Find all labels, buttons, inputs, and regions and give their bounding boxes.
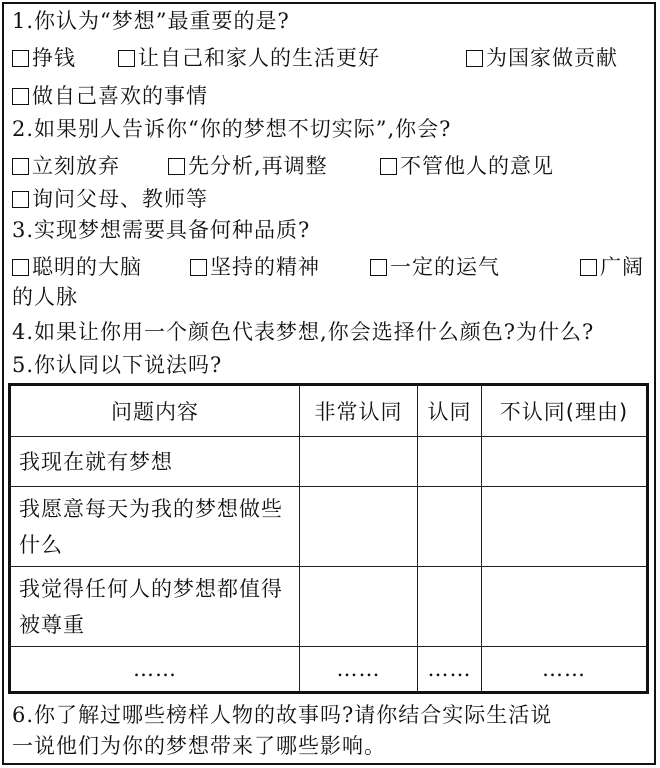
q3-option-4[interactable]: 广阔 — [580, 252, 644, 282]
question-3: 3.实现梦想需要具备何种品质? — [12, 218, 311, 242]
agreement-table — [8, 383, 649, 694]
checkbox[interactable] — [12, 191, 29, 208]
header-strongly-agree: 非常认同 — [300, 385, 418, 437]
strongly-agree-cell[interactable] — [300, 567, 418, 647]
checkbox[interactable] — [118, 50, 135, 67]
question-2: 2.如果别人告诉你“你的梦想不切实际”,你会? — [12, 117, 452, 141]
checkbox[interactable] — [466, 50, 483, 67]
header-disagree-reason: 不认同(理由) — [482, 385, 648, 437]
strongly-agree-cell[interactable] — [300, 487, 418, 567]
table-row — [10, 437, 648, 487]
q1-option-2[interactable]: 让自己和家人的生活更好 — [118, 43, 380, 73]
table-row — [10, 567, 648, 647]
q2-option-3[interactable]: 不管他人的意见 — [380, 151, 554, 181]
checkbox[interactable] — [12, 88, 29, 105]
q2-option-1[interactable]: 立刻放弃 — [12, 151, 120, 181]
agree-cell[interactable] — [418, 437, 482, 487]
q3-option-2[interactable]: 坚持的精神 — [190, 252, 320, 282]
ellipsis-cell: …… — [10, 647, 300, 693]
q3-option-4-continued: 的人脉 — [12, 285, 78, 309]
checkbox[interactable] — [12, 259, 29, 276]
q1-option-1[interactable]: 挣钱 — [12, 43, 76, 73]
agree-cell[interactable] — [418, 487, 482, 567]
q3-option-3[interactable]: 一定的运气 — [370, 252, 500, 282]
disagree-reason-cell[interactable] — [482, 487, 648, 567]
q3-option-1[interactable]: 聪明的大脑 — [12, 252, 142, 282]
ellipsis-cell: …… — [418, 647, 482, 693]
ellipsis-cell: …… — [300, 647, 418, 693]
question-5: 5.你认同以下说法吗? — [12, 353, 223, 377]
question-4: 4.如果让你用一个颜色代表梦想,你会选择什么颜色?为什么? — [12, 320, 595, 344]
header-question-content: 问题内容 — [10, 385, 300, 437]
q2-option-2[interactable]: 先分析,再调整 — [168, 151, 328, 181]
checkbox[interactable] — [370, 259, 387, 276]
disagree-reason-cell[interactable] — [482, 567, 648, 647]
table-header-row — [10, 385, 648, 437]
table-row — [10, 487, 648, 567]
statement-cell: 我愿意每天为我的梦想做些什么 — [10, 487, 300, 567]
table-row — [10, 647, 648, 693]
checkbox[interactable] — [12, 158, 29, 175]
strongly-agree-cell[interactable] — [300, 437, 418, 487]
question-6-line-1: 6.你了解过哪些榜样人物的故事吗?请你结合实际生活说 — [12, 703, 553, 727]
statement-cell: 我现在就有梦想 — [10, 437, 300, 487]
checkbox[interactable] — [380, 158, 397, 175]
checkbox[interactable] — [168, 158, 185, 175]
q2-option-4[interactable]: 询问父母、教师等 — [12, 184, 208, 214]
checkbox[interactable] — [580, 259, 597, 276]
statement-cell: 我觉得任何人的梦想都值得被尊重 — [10, 567, 300, 647]
checkbox[interactable] — [190, 259, 207, 276]
checkbox[interactable] — [12, 50, 29, 67]
question-6-line-2: 一说他们为你的梦想带来了哪些影响。 — [12, 734, 386, 758]
disagree-reason-cell[interactable] — [482, 437, 648, 487]
header-agree: 认同 — [418, 385, 482, 437]
question-1: 1.你认为“梦想”最重要的是? — [12, 9, 290, 33]
q1-option-4[interactable]: 做自己喜欢的事情 — [12, 81, 208, 111]
q1-option-3[interactable]: 为国家做贡献 — [466, 43, 618, 73]
ellipsis-cell: …… — [482, 647, 648, 693]
agree-cell[interactable] — [418, 567, 482, 647]
